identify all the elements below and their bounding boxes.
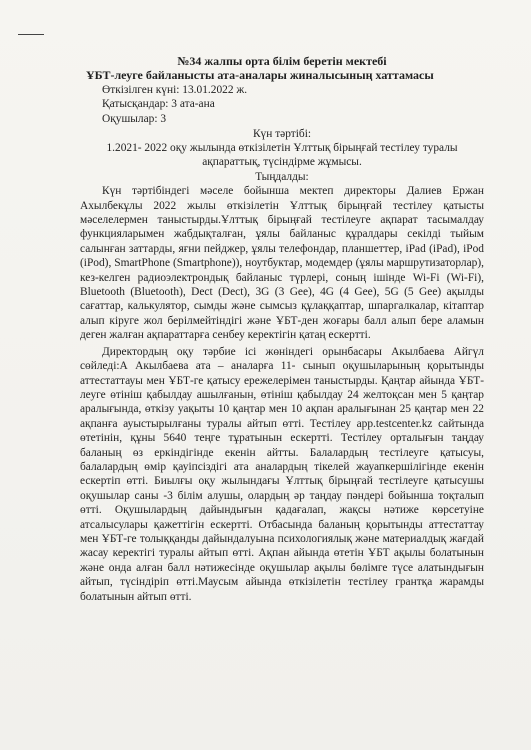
meta-date: Өткізілген күні: 13.01.2022 ж.	[102, 83, 248, 96]
document-body	[80, 54, 484, 604]
margin-dash	[18, 34, 44, 35]
paragraph-director: Күн тәртібіндегі мәселе бойынша мектеп директоры Далиев Ержан Ахылбекұлы 2022 жылы өткізілетін Ұлттық бірыңғай тестілеу қатысты мәселелермен таныстырды.Ұлттық бірыңғай тестілеуге ақпарат тасымалдау функцияларымен жабдықталған, ұялы байланыс құралдары секілді тыйым салынған заттарды, яғни пейджер, ұялы телефондар, планшеттер, iPad (iPad), iPod (iPod), SmartPhone (Smartphone)), ноутбуктар, модемдер (ұялы маршрутизаторлар), кез-келген радиоэлектрондық байланыс түрлері, соның ішінде Wi-Fi (Wi-Fi), Bluetooth (Bluetooth), Dect (Dect), 3G (3 Gee), 4G (4 Gee), 5G (5 Gee) ақылды сағаттар, калькулятор, сымды және сымсыз құлаққаптар, шпаргалкалар, кітаптар алып кіруге жол берілмейтіндігі және ҰБТ-ден жоғары балл алып бере аламын деген жалған ақпараттарға сенбеу керектігін қатаң ескертті.	[80, 185, 484, 342]
minutes-title: ҰБТ-леуге байланысты ата-аналары жиналысының хаттамасы	[86, 68, 434, 83]
school-heading: №34 жалпы орта білім беретін мектебі	[177, 54, 387, 68]
agenda-label: Күн тәртібі:	[252, 127, 312, 140]
paragraph-deputy: Директордың оқу тәрбие ісі жөніндегі орынбасары Акылбаева Айгүл сөйледі:А Акылбаева ата – аналарға 11- сынып оқушыларының қорытынды аттестаттауы мен ҰБТ-ге қатысу ережелерімен таныстырды. Қаңтар айында ҰБТ-леуге өтініш қабылдау ашылғанын, өтініш қабылдау 24 желтоқсан мен 5 қаңтар аралығында, өткізу уақыты 10 қаңтар мен 10 ақпан аралығынан 25 қаңтар мен 22 ақпанға ауыстырылғаны туралы айтып өтті. Тестілеу app.testcenter.kz сайтында өтетінін, құны 5640 теңге тұратынын ескертті. Тестілеу орталығын таңдау баланың өз еркіндігінде екенін айтты. Балалардың тестілеуге қатысуы, балалардың өмір қауіпсіздігі ата аналардың тікелей жауапкершілігінде екенін ескертіп өтті. Биылғы оқу жылындағы Ұлттық бірыңғай тестілеуге қатысушы оқушылар саны -3 білім алушы, олардың әр таңдау пәндері бойынша тоқталып өтті. Оқушылардың дайындығын қадағалап, жақсы нәтиже көрсетуіне атсалысулары қажеттігін ескертті. Отбасында баланың қорытынды аттестаттау мен ҰБТ-ге толыққанды дайындалуына психологиялық және материалдық жағдай жасау керектігі туралы айтып өтті. Ақпан айында өтетін ҰБТ ақылы болатынын және онда алған балл нәтижесінде оқушылар ақылы бөлімге түсе алатындығын айтып, түсіндіріп өтті.Маусым айында өткізілетін тестілеу грантқа жарамды болатынын айтып өтті.	[80, 345, 484, 603]
heard-label: Тыңдалды:	[255, 170, 309, 183]
agenda-item: 1.2021- 2022 оқу жылында өткізілетін Ұлттық бірыңғай тестілеу туралы ақпараттық, түсіндірме жұмысы.	[106, 142, 458, 169]
meta-parents: Қатысқандар: 3 ата-ана	[102, 98, 215, 111]
meta-students: Оқушылар: 3	[102, 113, 167, 125]
